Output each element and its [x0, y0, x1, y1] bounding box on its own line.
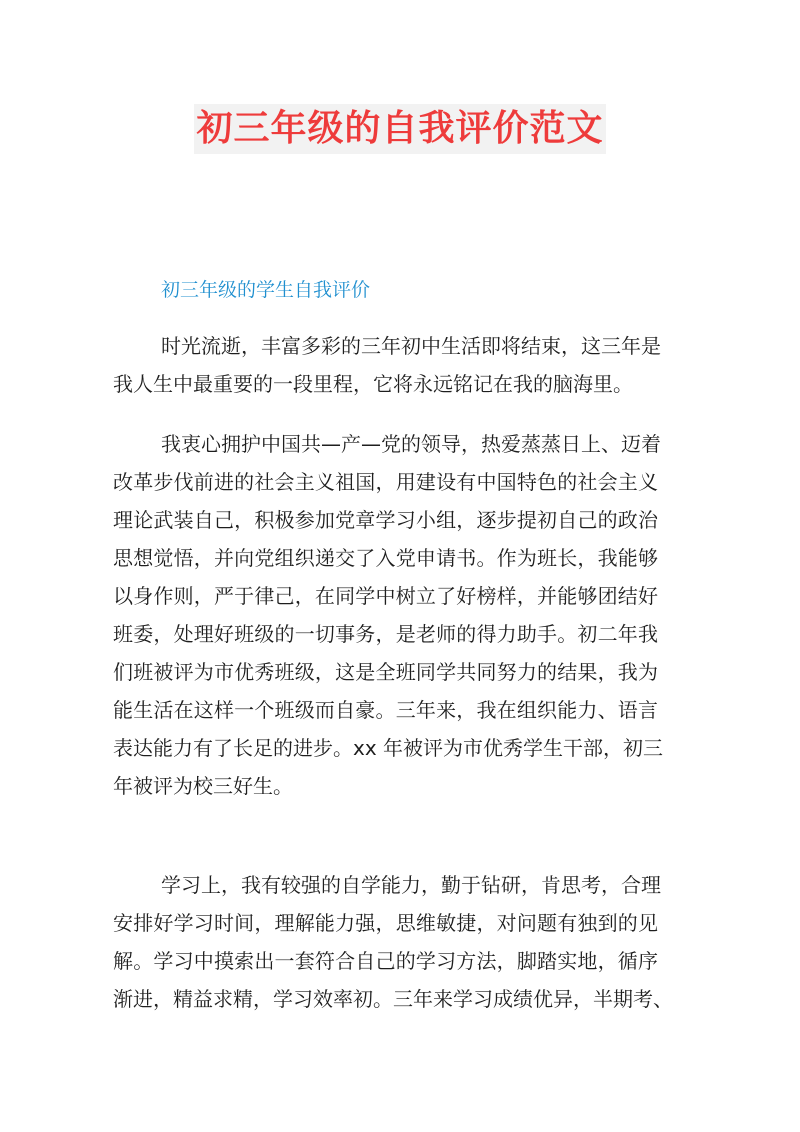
text-line: 渐进，精益求精，学习效率初。三年来学习成绩优异，半期考、 [113, 987, 673, 1011]
section-subheading: 初三年级的学生自我评价 [161, 279, 371, 301]
text-line: 我人生中最重要的一段里程，它将永远铭记在我的脑海里。 [113, 372, 633, 396]
text-line: 班委，处理好班级的一切事务，是老师的得力助手。初二年我 [113, 622, 658, 646]
paragraph [113, 425, 664, 805]
paragraph-2 [113, 425, 664, 828]
text-line: 表达能力有了长足的进步。xx 年被评为市优秀学生干部，初三 [113, 736, 664, 760]
text-line: 理论武装自己，积极参加党章学习小组，逐步提初自己的政治 [113, 508, 658, 532]
text-line: 以身作则，严于律己，在同学中树立了好榜样，并能够团结好 [113, 584, 658, 608]
paragraph-3 [113, 866, 673, 1041]
text-line: 年被评为校三好生。 [113, 774, 293, 798]
text-line: 改革步伐前进的社会主义祖国，用建设有中国特色的社会主义 [113, 470, 658, 494]
text-line: 思想觉悟，并向党组织递交了入党申请书。作为班长，我能够 [113, 546, 658, 570]
paragraph-1 [113, 327, 661, 426]
text-line: 学习上，我有较强的自学能力，勤于钻研，肯思考，合理 [161, 873, 661, 897]
text-line: 能生活在这样一个班级而自豪。三年来，我在组织能力、语言 [113, 698, 658, 722]
text-line: 安排好学习时间，理解能力强，思维敏捷，对问题有独到的见 [113, 911, 658, 935]
text-line: 解。学习中摸索出一套符合自己的学习方法，脚踏实地，循序 [113, 949, 658, 973]
title-container [0, 104, 800, 154]
paragraph [113, 866, 673, 1018]
text-line: 们班被评为市优秀班级，这是全班同学共同努力的结果，我为 [113, 660, 658, 684]
text-line: 我衷心拥护中国共—产—党的领导，热爱蒸蒸日上、迈着 [161, 432, 661, 456]
text-line: 时光流逝，丰富多彩的三年初中生活即将结束，这三年是 [161, 334, 661, 358]
paragraph [113, 327, 661, 403]
document-title: 初三年级的自我评价范文 [194, 104, 605, 154]
